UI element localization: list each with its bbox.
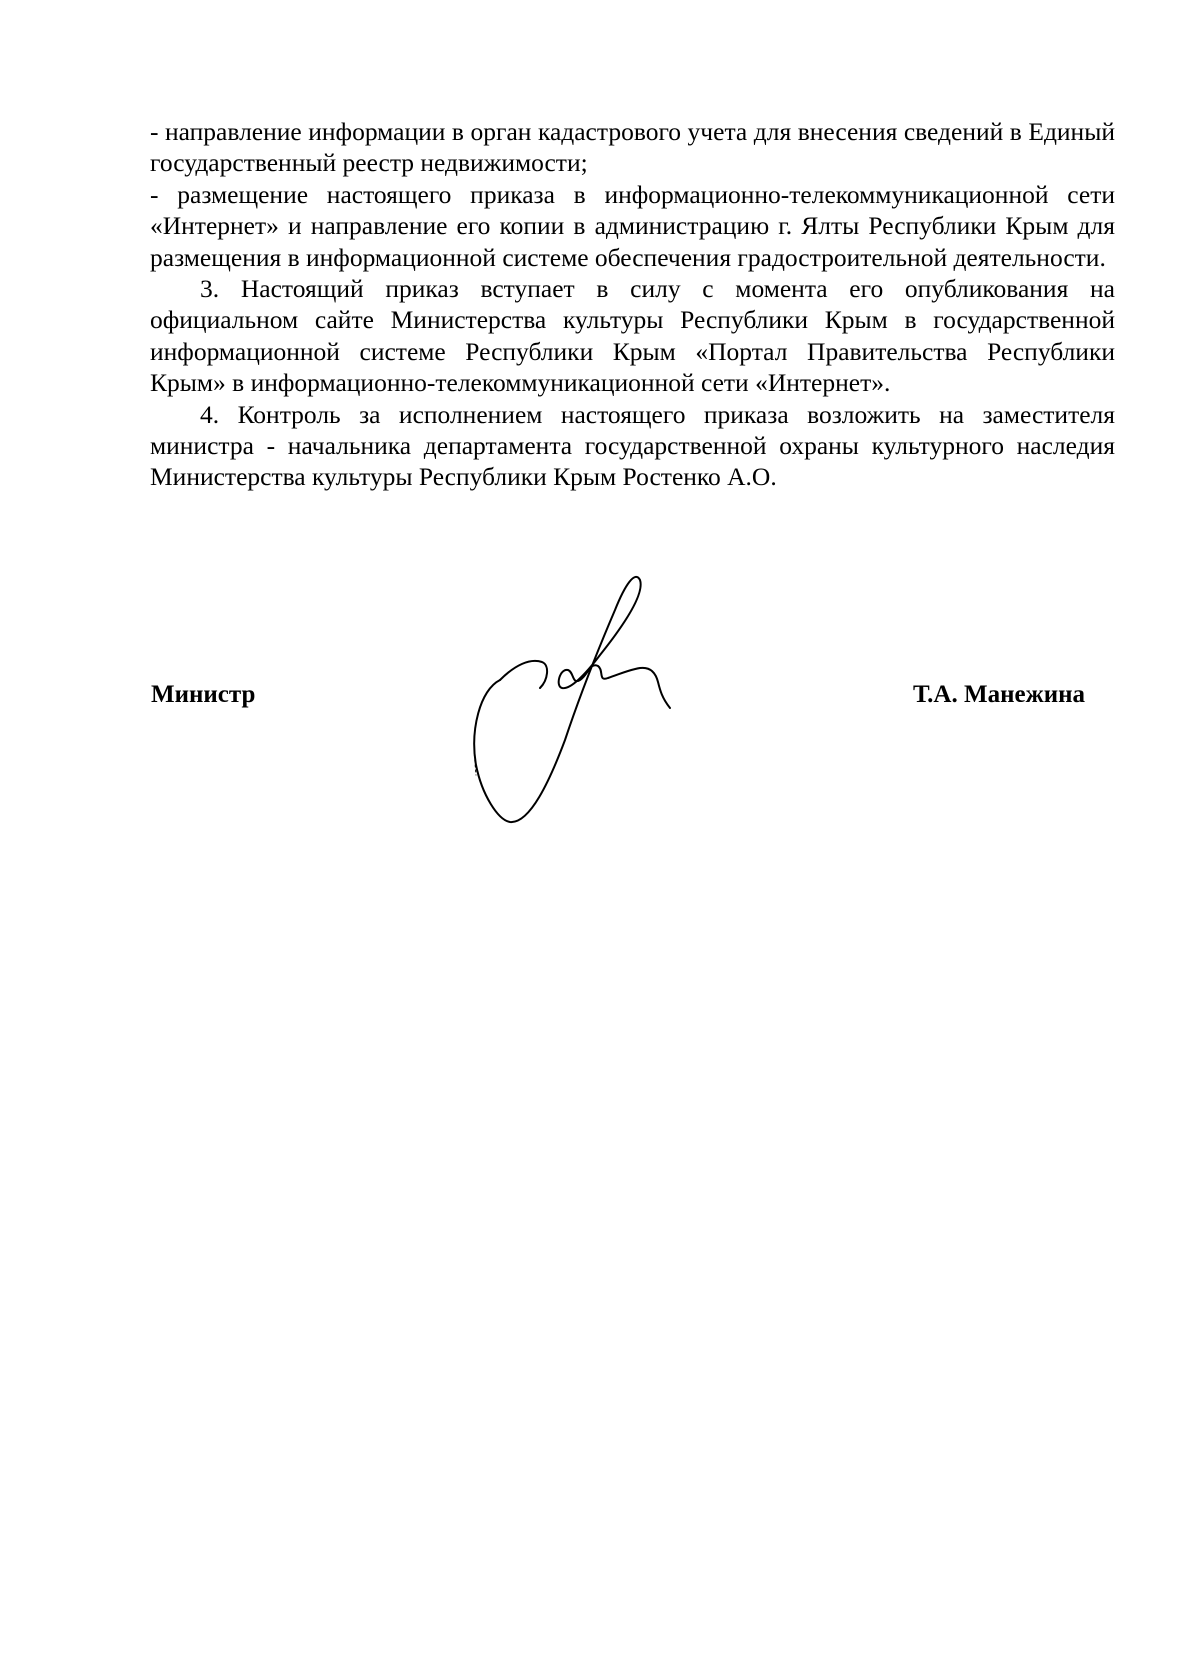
signatory-title: Министр xyxy=(151,681,256,708)
paragraph-effective-date: 3. Настоящий приказ вступает в силу с момента его опубликования на официальном сайте Министерства культуры Республики Крым в государственной информационной системе Республики Крым «Портал Правительства Республики Крым» в информационно-телекоммуникационной сети «Интернет». xyxy=(150,274,1115,398)
document-body xyxy=(150,116,1115,493)
paragraph-cadastral-info: - направление информации в орган кадастрового учета для внесения сведений в Единый государственный реестр недвижимости; xyxy=(150,117,1115,178)
handwritten-signature xyxy=(470,570,710,830)
paragraph-internet-publication: - размещение настоящего приказа в информационно-телекоммуникационной сети «Интернет» и направление его копии в администрацию г. Ялты Республики Крым для размещения в информационной системе обеспечения градостроительной деятельности. xyxy=(150,179,1115,272)
signatory-name: Т.А. Манежина xyxy=(913,681,1086,708)
paragraph-control: 4. Контроль за исполнением настоящего приказа возложить на заместителя министра - начальника департамента государственной охраны культурного наследия Министерства культуры Республики Крым Ростенко А.О. xyxy=(150,399,1115,492)
